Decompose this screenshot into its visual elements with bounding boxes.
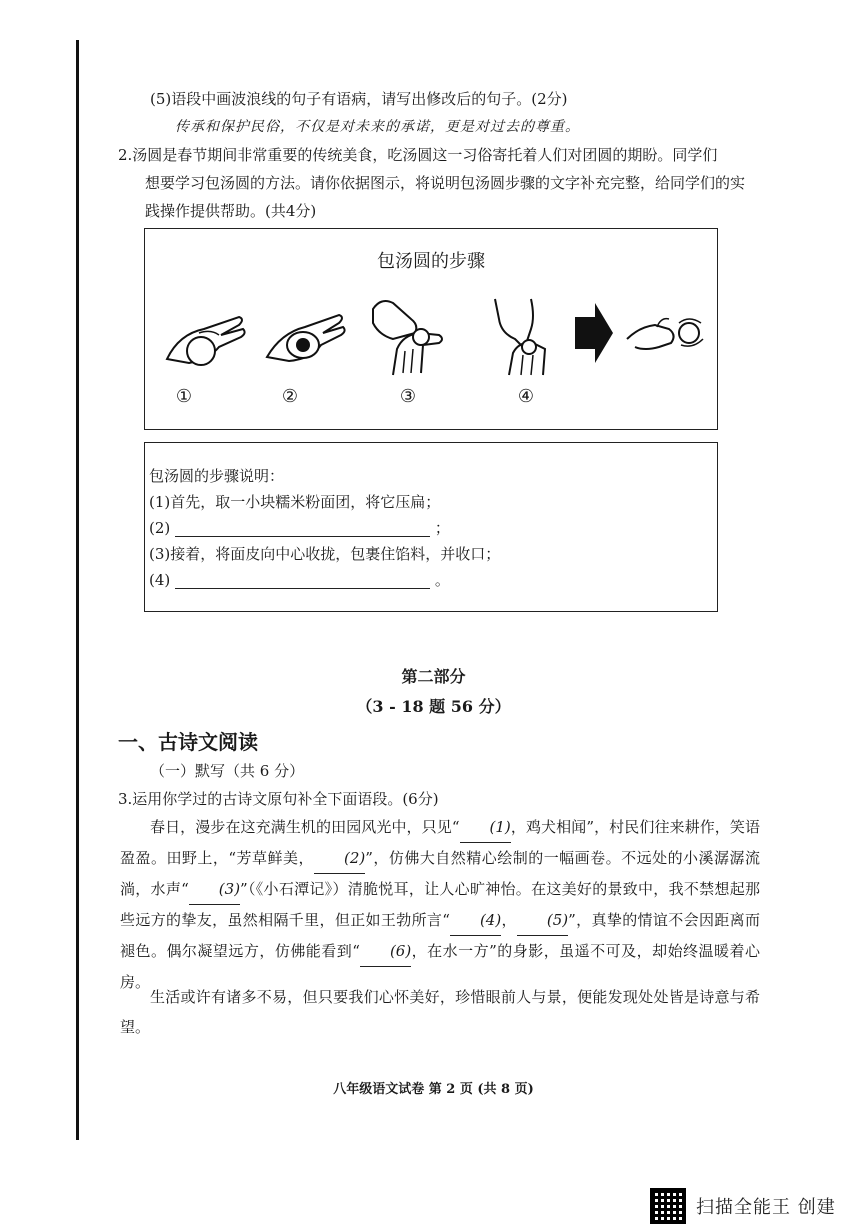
binding-margin-line — [76, 40, 79, 1140]
blank-6[interactable]: (6) — [360, 936, 411, 967]
q2-line2: 想要学习包汤圆的方法。请你依据图示，将说明包汤圆步骤的文字补充完整，给同学们的实 — [145, 174, 746, 192]
step3-hands-icon — [363, 289, 453, 379]
step2-label: ② — [281, 386, 299, 407]
steps-figure — [144, 228, 718, 430]
blank-1[interactable]: (1) — [460, 812, 511, 843]
text: 那些远方的挚友，虽然相隔千里，但正如王勃所言“ — [120, 880, 760, 929]
step4-row — [149, 569, 450, 591]
text: 生活或许有诸多不易，但只要我们心怀美好，珍惜眼前人与景，便能发现处处皆是诗意与 — [150, 988, 745, 1006]
q2-line1: 2.汤圆是春节期间非常重要的传统美食，吃汤圆这一习俗寄托着人们对团圆的期盼。同学们 — [118, 146, 718, 164]
text: ”，真挚的情谊不会因距 — [568, 911, 730, 929]
step4-answer-blank[interactable] — [175, 573, 430, 589]
step1-hand-icon — [159, 289, 249, 379]
figure-title: 包汤圆的步骤 — [377, 251, 485, 272]
blank-3[interactable]: (3) — [189, 874, 240, 905]
finished-tangyuan-icon — [623, 289, 713, 379]
page-footer: 八年级语文试卷 第 2 页 (共 8 页) — [333, 1082, 534, 1097]
step2-label-text: (2) — [149, 519, 171, 537]
blank-4[interactable]: (4) — [450, 905, 501, 936]
text: ，鸡犬相闻”，村民们往来耕作，笑 — [510, 818, 745, 836]
blank-5[interactable]: (5) — [517, 905, 568, 936]
q3-passage-p2 — [120, 982, 760, 1042]
steps-description-box — [144, 442, 718, 612]
step3-label: ③ — [399, 386, 417, 407]
step2-end: ； — [434, 519, 450, 537]
step2-hand-icon — [259, 289, 349, 379]
step3-text: (3)接着，将面皮向中心收拢，包裹住馅料，并收口； — [149, 545, 501, 563]
text: ”，仿佛大自然精心绘制的一幅画卷。不远处的小溪潺潺 — [365, 849, 745, 867]
step4-end: 。 — [434, 571, 450, 589]
scanner-watermark — [650, 1188, 836, 1224]
qr-code-icon — [650, 1188, 686, 1224]
part2-title: 第二部分 — [401, 667, 466, 686]
step4-label-text: (4) — [149, 571, 171, 589]
blank-2[interactable]: (2) — [314, 843, 365, 874]
text: 流淌，水声“ — [120, 849, 761, 898]
q1-5-prompt: (5)语段中画波浪线的句子有语病，请写出修改后的句子。(2分) — [150, 90, 568, 108]
q3-prompt: 3.运用你学过的古诗文原句补全下面语段。(6分) — [118, 790, 439, 808]
step1-text: (1)首先，取一小块糯米粉面团，将它压扁； — [149, 493, 441, 511]
text: 春日，漫步在这充满生机的田园风光中，只见“ — [150, 818, 460, 836]
part2-subtitle: （3 - 18 题 56 分） — [356, 697, 511, 716]
section1-title: 一、古诗文阅读 — [118, 730, 258, 754]
arrow-right-icon — [565, 289, 615, 379]
text: ， — [501, 911, 517, 929]
step4-hands-icon — [481, 289, 571, 379]
text: 离而褪色。偶尔凝望远方，仿佛能看到“ — [120, 911, 760, 960]
step2-row — [149, 517, 450, 539]
text: ，在水一方”的身影，虽遥不可及，却始终温暖 — [411, 942, 730, 960]
q1-5-sentence: 传承和保护民俗，不仅是对未来的承诺，更是对过去的尊重。 — [175, 119, 580, 135]
step2-answer-blank[interactable] — [175, 521, 430, 537]
text: 语盈盈。田野上，“芳草鲜美， — [120, 818, 761, 867]
steps-heading: 包汤圆的步骤说明： — [149, 467, 285, 485]
q3-passage-p1 — [120, 812, 760, 997]
text: 着心房。 — [120, 942, 760, 991]
step1-label: ① — [175, 386, 193, 407]
watermark-text: 扫描全能王 创建 — [696, 1197, 836, 1218]
text: 希望。 — [120, 988, 760, 1036]
section1-sub: （一）默写（共 6 分） — [150, 762, 305, 780]
q2-line3: 践操作提供帮助。(共4分) — [145, 202, 317, 220]
step4-label: ④ — [517, 386, 535, 407]
text: ”（《小石潭记》）清脆悦耳，让人心旷神怡。在这美好的景致中，我不禁想起 — [240, 880, 745, 898]
